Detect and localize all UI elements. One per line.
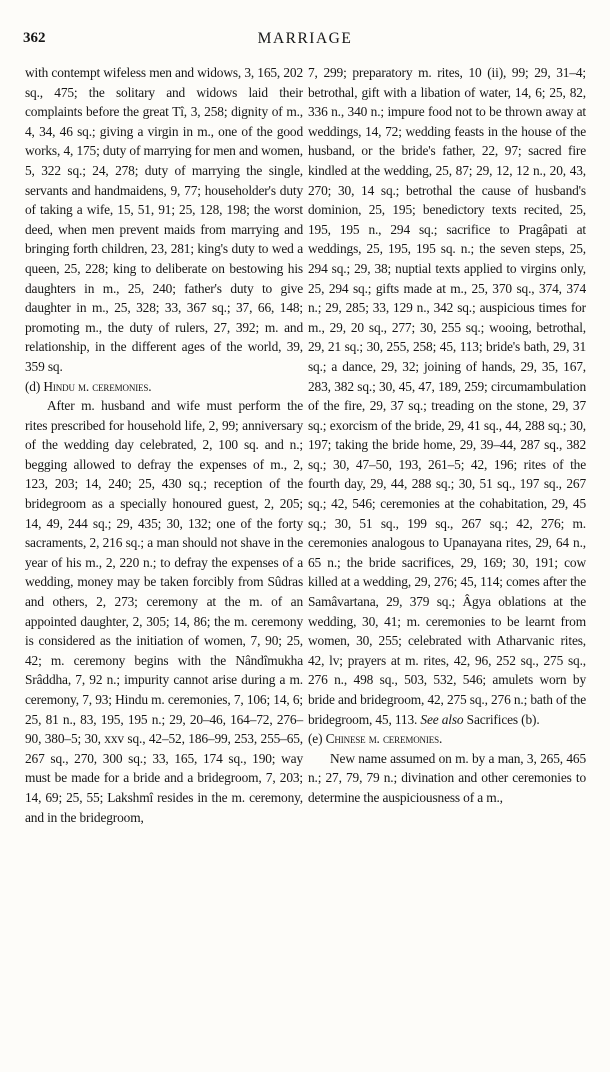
cross-reference-target: Sacrifices (b). [466, 711, 540, 727]
page-number: 362 [23, 30, 46, 46]
entry-chinese-ceremonies: New name assumed on m. by a man, 3, 265, 465 n.; 27, 79, 79 n.; divination and other ceremonies to determine the auspiciousness of a m., [308, 750, 586, 805]
right-column [308, 63, 586, 808]
running-title: MARRIAGE [257, 30, 353, 47]
section-letter-d: (d) [25, 378, 41, 394]
entry-text: 7, 299; preparatory m. rites, 10 (ii), 99; 29, 31–4; betrothal, gift with a libation of water, 14, 6; 25, 82, 336 n., 340 n.; impure food not to be thrown away at weddings, 14, 72; wedding feasts in the house of the husband, or the bride's father, 22, 97; sacred fire kindled at the wedding, 25, 87; 29, 12, 12 n., 20, 43, 270; 30, 14 sq.; betrothal the cause of husband's dominion, 25, 195; benedictory texts recited, 25, 195, 195 n., 294 sq.; sacrifice to Pragâpati at weddings, 25, 195, 195 sq. n.; the seven steps, 25, 294 sq.; 29, 38; nuptial texts applied to virgins only, 25, 294 sq.; gifts made at m., 25, 370 sq., 374, 374 n.; 29, 285; 33, 129 n., 342 sq.; auspicious times for m., 29, 20 sq., 277; 30, 255 sq.; wooing, betrothal, 29, 21 sq.; 30, 255, 258; 45, 113; bride's bath, 29, 31 sq.; a dance, 29, 32; joining of hands, 29, 35, 167, 283, 382 sq.; 30, 45, 47, 189, 259; circumambulation of the fire, 29, 37 sq.; treading on the stone, 29, 37 sq.; exorcism of the bride, 29, 41 sq., 44, 288 sq.; 30, 197; taking the bride home, 29, 39–44, 287 sq., 382 sq.; 30, 47–50, 193, 261–5; 42, 196; rites of the fourth day, 29, 44, 288 sq.; 30, 51 sq., 197 sq., 267 sq.; 42, 546; ceremonies at the cohabitation, 29, 45 sq.; 30, 51 sq., 199 sq., 267 sq.; 42, 276; m. ceremonies analogous to Upanayana rites, 29, 64 n., 65 n.; the bride sacrifices, 29, 169; 30, 191; cow killed at a wedding, 29, 276; 45, 114; comes after the Samâvartana, 29, 379 sq.; Âgya oblations at the wedding, 30, 41; m. ceremonies to be learnt from women, 30, 255; celebrated with Atharvanic rites, 42, lv; prayers at m. rites, 42, 96, 252 sq., 275 sq., 276 n., 498 sq., 503, 532, 546; amulets worn by bride and bridegroom, 42, 275 sq., 276 n.; bath of the bridegroom, 45, 113. [308, 65, 586, 727]
left-column [25, 63, 303, 827]
section-heading-d [25, 377, 303, 397]
entry-continuation: with contempt wifeless men and widows, 3, 165, 202 sq., 475; the solitary and widows laid their complaints before the great Tî, 3, 258; dignity of m., 4, 34, 46 sq.; giving a virgin in m., one of the good works, 4, 175; duty of marrying for men and women, 5, 322 sq.; 24, 278; duty of marrying the single, servants and handmaidens, 9, 77; householder's duty of taking a wife, 15, 51, 91; 25, 128, 198; the worst deed, when men prevent maids from marrying and bringing forth children, 23, 281; king's duty to wed a queen, 25, 228; king to deliberate on bestowing his daughters in m., 25, 240; father's duty to give daughter in m., 25, 328; 33, 367 sq.; 37, 66, 148; promoting m., the duty of rulers, 27, 392; m. and relationship, in the different ages of the world, 39, 359 sq. [25, 65, 303, 374]
page-header [23, 30, 587, 52]
entry-continuation-right [308, 63, 586, 729]
section-title-e: Chinese m. ceremonies. [325, 731, 443, 747]
section-letter-e: (e) [308, 731, 323, 747]
see-also-reference: See also [420, 711, 464, 727]
section-heading-e [308, 729, 586, 749]
entry-hindu-ceremonies: After m. husband and wife must perform the rites prescribed for household life, 2, 99; anniversary of the wedding day celebrated, 2, 100 sq. and n.; begging allowed to defray the expenses of m., 2, 123, 203; 14, 240; 25, 430 sq.; reception of the bridegroom as a specially honoured guest, 2, 205; 14, 49, 244 sq.; 29, 435; 30, 132; one of the forty sacraments, 2, 216 sq.; a man should not shave in the year of his m., 2, 220 n.; to defray the expenses of a wedding, money may be taken forcibly from Sûdras and others, 2, 273; ceremony at the m. of an appointed daughter, 2, 305; 14, 86; the m. ceremony is considered as the initiation of women, 7, 90; 25, 42; m. ceremony begins with the Nândîmukha Srâddha, 7, 92 n.; impurity cannot arise during a m. ceremony, 7, 93; Hindu m. ceremonies, 7, 106; 14, 6; 25, 81 n., 83, 195, 195 n.; 29, 20–46, 164–72, 276–90, 380–5; 30, xxv sq., 42–52, 186–99, 253, 255–65, 267 sq., 270, 300 sq.; 33, 165, 174 sq., 190; way must be made for a bride and a bridegroom, 7, 203; 14, 69; 25, 55; Lakshmî resides in the m. ceremony, and in the bridegroom, [25, 398, 303, 825]
section-title-d: Hindu m. ceremonies. [43, 378, 152, 394]
